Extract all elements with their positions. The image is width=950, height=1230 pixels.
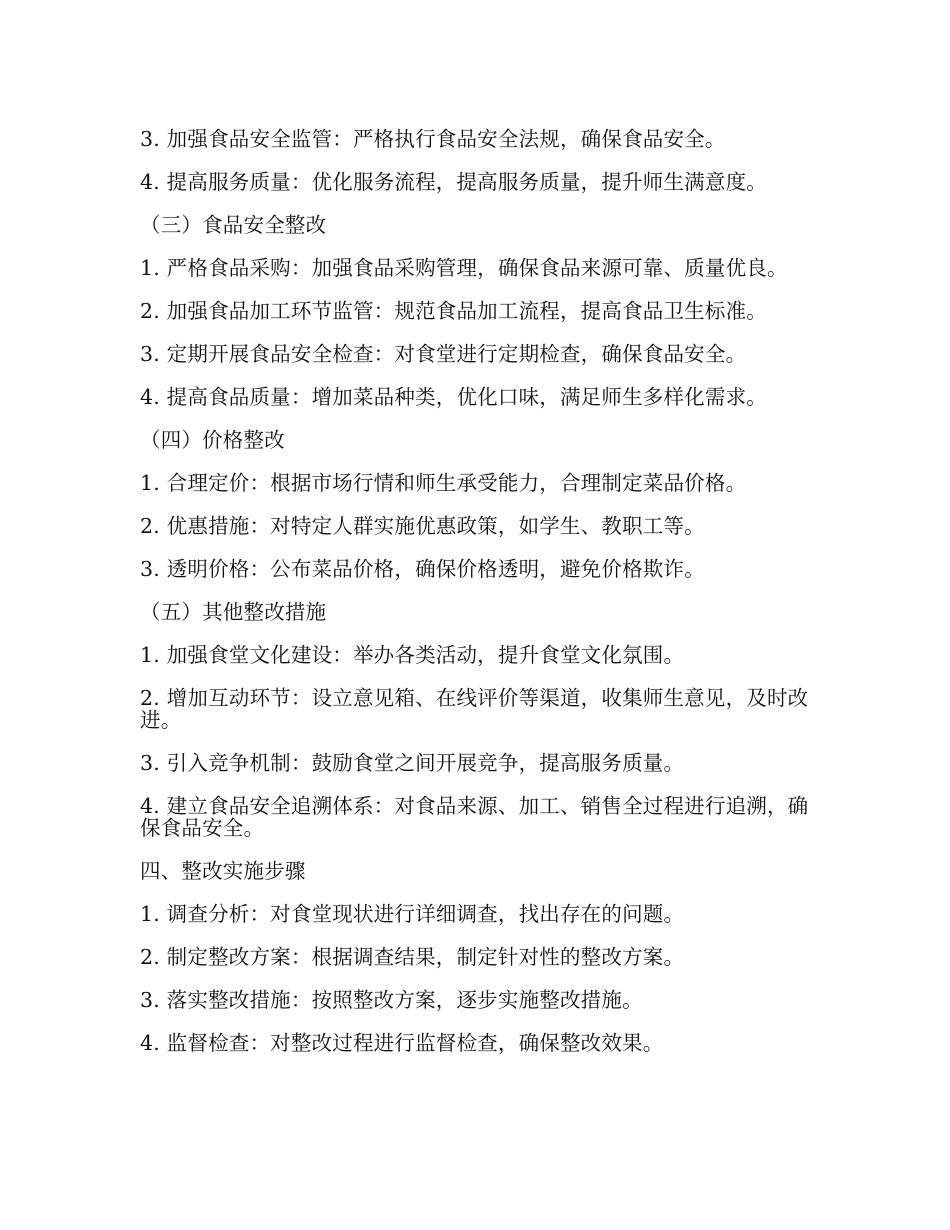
list-item-transparent-price: 3. 透明价格：公布菜品价格，确保价格透明，避免价格欺诈。 bbox=[140, 557, 705, 581]
section-heading-other-measures: （五）其他整改措施 bbox=[140, 600, 327, 624]
list-item-food-processing: 2. 加强食品加工环节监管：规范食品加工流程，提高食品卫生标准。 bbox=[140, 299, 767, 323]
section-heading-food-safety: （三）食品安全整改 bbox=[140, 213, 327, 237]
list-item-food-procurement: 1. 严格食品采购：加强食品采购管理，确保食品来源可靠、质量优良。 bbox=[140, 256, 788, 280]
document-body bbox=[140, 128, 812, 1075]
list-item-food-safety-supervision: 3. 加强食品安全监管：严格执行食品安全法规，确保食品安全。 bbox=[140, 127, 726, 151]
list-item-investigation: 1. 调查分析：对食堂现状进行详细调查，找出存在的问题。 bbox=[140, 902, 685, 926]
list-item-reasonable-pricing: 1. 合理定价：根据市场行情和师生承受能力，合理制定菜品价格。 bbox=[140, 471, 747, 495]
section-heading-implementation-steps: 四、整改实施步骤 bbox=[140, 859, 306, 883]
list-item-canteen-culture: 1. 加强食堂文化建设：举办各类活动，提升食堂文化氛围。 bbox=[140, 643, 685, 667]
list-item-supervision: 4. 监督检查：对整改过程进行监督检查，确保整改效果。 bbox=[140, 1031, 664, 1055]
list-item-safety-inspection: 3. 定期开展食品安全检查：对食堂进行定期检查，确保食品安全。 bbox=[140, 342, 747, 366]
list-item-competition: 3. 引入竞争机制：鼓励食堂之间开展竞争，提高服务质量。 bbox=[140, 751, 685, 775]
list-item-service-quality: 4. 提高服务质量：优化服务流程，提高服务质量，提升师生满意度。 bbox=[140, 170, 767, 194]
list-item-discounts: 2. 优惠措施：对特定人群实施优惠政策，如学生、教职工等。 bbox=[140, 514, 705, 538]
list-item-implement: 3. 落实整改措施：按照整改方案，逐步实施整改措施。 bbox=[140, 988, 643, 1012]
list-item-traceability: 4. 建立食品安全追溯体系：对食品来源、加工、销售全过程进行追溯，确保食品安全。 bbox=[140, 794, 809, 840]
list-item-plan: 2. 制定整改方案：根据调查结果，制定针对性的整改方案。 bbox=[140, 945, 685, 969]
section-heading-price: （四）价格整改 bbox=[140, 428, 285, 452]
list-item-food-quality: 4. 提高食品质量：增加菜品种类，优化口味，满足师生多样化需求。 bbox=[140, 385, 767, 409]
list-item-interaction: 2. 增加互动环节：设立意见箱、在线评价等渠道，收集师生意见，及时改进。 bbox=[140, 686, 809, 732]
